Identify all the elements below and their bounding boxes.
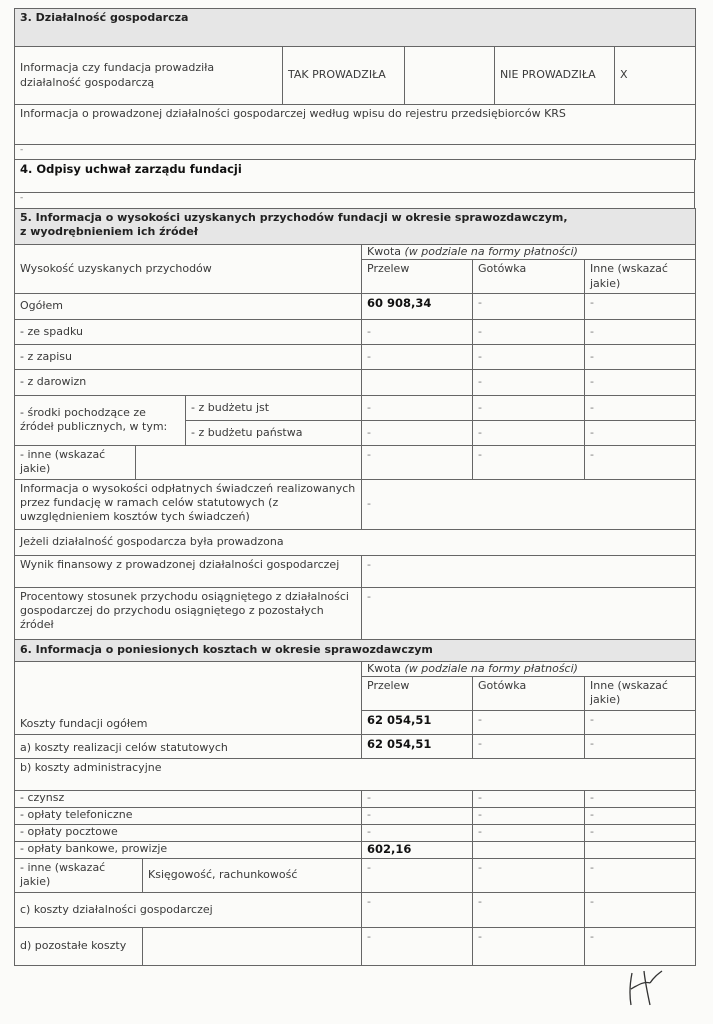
section-4-value: - [15, 193, 695, 209]
pozostale-gotowka: - [473, 927, 585, 965]
czynsz-inne: - [585, 790, 696, 807]
jst-przelew: - [362, 395, 473, 420]
section-5-title [15, 209, 696, 245]
costs-inne-przelew: - [362, 858, 473, 892]
nie-label: NIE PROWADZIŁA [495, 47, 615, 105]
pozostale-inne: - [585, 927, 696, 965]
odplatne-label: Informacja o wysokości odpłatnych świadczeń realizowanych przez fundację w ramach celów statutowych (z uwzględnieniem kosztów tych świadczeń) [15, 479, 362, 529]
zapis-gotowka: - [473, 344, 585, 369]
wynik-value: - [362, 555, 696, 587]
kwota-italic: (w podziale na formy płatności) [404, 245, 578, 258]
gosp-przelew: - [362, 892, 473, 927]
costs-inne-inne: - [585, 858, 696, 892]
zapis-label: - z zapisu [15, 344, 362, 369]
inne-przelew: - [362, 445, 473, 479]
gosp-inne: - [585, 892, 696, 927]
costs-inne-desc: Księgowość, rachunkowość [143, 858, 362, 892]
pozostale-desc [143, 927, 362, 965]
bank-przelew: 602,16 [362, 841, 473, 858]
telefon-inne: - [585, 807, 696, 824]
bank-inne [585, 841, 696, 858]
czynsz-label: - czynsz [15, 790, 362, 807]
inne-label: - inne (wskazać jakie) [15, 445, 136, 479]
costs-total-inne: - [585, 710, 696, 734]
telefon-label: - opłaty telefoniczne [15, 807, 362, 824]
section-6-title: 6. Informacja o poniesionych kosztach w okresie sprawozdawczym [15, 639, 696, 661]
cele-inne: - [585, 734, 696, 758]
handwritten-initials-mark [620, 965, 670, 1010]
czynsz-przelew: - [362, 790, 473, 807]
costs-inne-label: - inne (wskazać jakie) [15, 858, 143, 892]
costs-col-przelew: Przelew [362, 677, 473, 711]
activity-info-label: Informacja czy fundacja prowadziła działalność gospodarczą [15, 47, 283, 105]
admin-label: b) koszty administracyjne [15, 758, 696, 790]
zapis-inne: - [585, 344, 696, 369]
panstwo-gotowka: - [473, 420, 585, 445]
ogolem-gotowka: - [473, 293, 585, 319]
krs-value: - [15, 145, 696, 160]
inne-gotowka: - [473, 445, 585, 479]
cele-przelew: 62 054,51 [362, 734, 473, 758]
jezeli-label: Jeżeli działalność gospodarcza była prowadzona [15, 529, 696, 555]
zapis-przelew: - [362, 344, 473, 369]
col-inne: Inne (wskazać jakie) [585, 260, 696, 294]
financial-report-page [14, 8, 695, 966]
spadek-label: - ze spadku [15, 319, 362, 344]
procent-value: - [362, 587, 696, 639]
tak-label: TAK PROWADZIŁA [283, 47, 405, 105]
darowizny-inne: - [585, 369, 696, 395]
nie-value: X [615, 47, 696, 105]
gosp-gotowka: - [473, 892, 585, 927]
ogolem-przelew: 60 908,34 [362, 293, 473, 319]
ogolem-inne: - [585, 293, 696, 319]
kwota-prefix: Kwota [367, 245, 405, 258]
poczta-label: - opłaty pocztowe [15, 824, 362, 841]
cele-label: a) koszty realizacji celów statutowych [15, 734, 362, 758]
publiczne-label: - środki pochodzące ze źródeł publicznych, w tym: [15, 395, 186, 445]
cele-gotowka: - [473, 734, 585, 758]
panstwo-inne: - [585, 420, 696, 445]
col-gotowka: Gotówka [473, 260, 585, 294]
inne-desc [136, 445, 362, 479]
panstwo-label: - z budżetu państwa [186, 420, 362, 445]
costs-total-przelew: 62 054,51 [362, 710, 473, 734]
jst-inne: - [585, 395, 696, 420]
darowizny-label: - z darowizn [15, 369, 362, 395]
costs-col-inne: Inne (wskazać jakie) [585, 677, 696, 711]
darowizny-gotowka: - [473, 369, 585, 395]
section-3-table [14, 8, 696, 160]
income-kwota-header [362, 245, 696, 260]
spadek-inne: - [585, 319, 696, 344]
tak-value [405, 47, 495, 105]
bank-gotowka [473, 841, 585, 858]
income-row-header: Wysokość uzyskanych przychodów [15, 245, 362, 294]
wynik-label: Wynik finansowy z prowadzonej działalności gospodarczej [15, 555, 362, 587]
costs-col-gotowka: Gotówka [473, 677, 585, 711]
costs-kwota-italic: (w podziale na formy płatności) [404, 661, 578, 675]
costs-total-label: Koszty fundacji ogółem [15, 661, 362, 734]
telefon-gotowka: - [473, 807, 585, 824]
bank-label: - opłaty bankowe, prowizje [15, 841, 362, 858]
panstwo-przelew: - [362, 420, 473, 445]
jst-label: - z budżetu jst [186, 395, 362, 420]
inne-inne: - [585, 445, 696, 479]
costs-kwota-header [362, 661, 696, 676]
odplatne-value: - [362, 479, 696, 529]
section-5-title-line2: z wyodrębnieniem ich źródeł [20, 225, 198, 239]
section-5-table [14, 208, 696, 640]
costs-inne-gotowka: - [473, 858, 585, 892]
pozostale-label: d) pozostałe koszty [15, 927, 143, 965]
section-4-table [14, 159, 695, 209]
jst-gotowka: - [473, 395, 585, 420]
spadek-gotowka: - [473, 319, 585, 344]
poczta-gotowka: - [473, 824, 585, 841]
section-5-title-line1: 5. Informacja o wysokości uzyskanych przychodów fundacji w okresie sprawozdawczym, [20, 211, 568, 224]
krs-label: Informacja o prowadzonej działalności gospodarczej według wpisu do rejestru przedsiębiorców KRS [15, 105, 696, 145]
pozostale-przelew: - [362, 927, 473, 965]
czynsz-gotowka: - [473, 790, 585, 807]
col-przelew: Przelew [362, 260, 473, 294]
section-3-title: 3. Działalność gospodarcza [15, 9, 696, 47]
section-6-table [14, 639, 696, 966]
procent-label: Procentowy stosunek przychodu osiągniętego z działalności gospodarczej do przychodu osiągniętego z pozostałych źródeł [15, 587, 362, 639]
section-4-title: 4. Odpisy uchwał zarządu fundacji [15, 160, 695, 193]
poczta-przelew: - [362, 824, 473, 841]
costs-kwota-prefix: Kwota [367, 661, 405, 675]
telefon-przelew: - [362, 807, 473, 824]
poczta-inne: - [585, 824, 696, 841]
spadek-przelew: - [362, 319, 473, 344]
darowizny-przelew [362, 369, 473, 395]
gosp-label: c) koszty działalności gospodarczej [15, 892, 362, 927]
ogolem-label: Ogółem [15, 293, 362, 319]
costs-total-gotowka: - [473, 710, 585, 734]
